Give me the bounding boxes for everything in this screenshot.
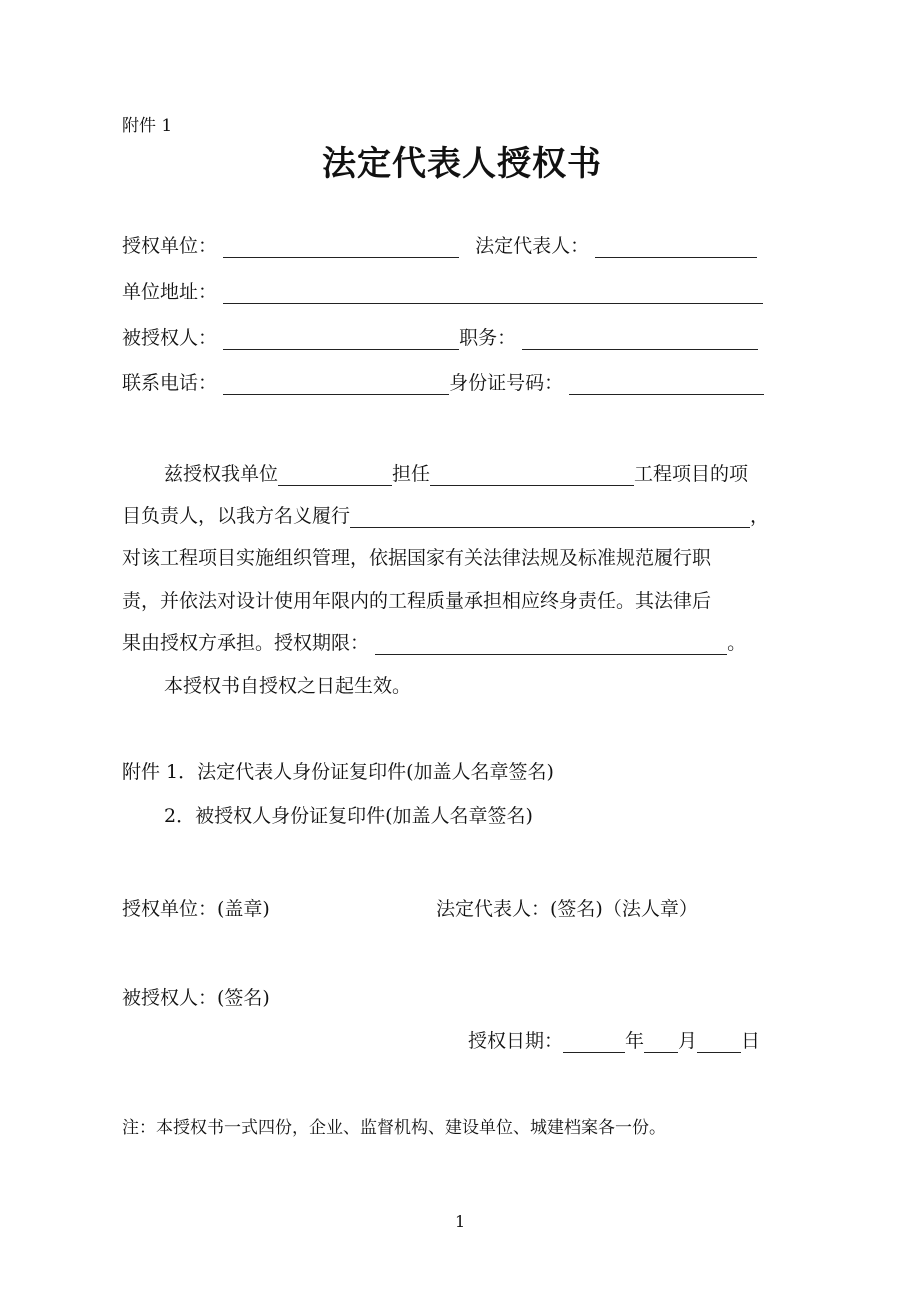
day-blank[interactable]	[697, 1034, 741, 1053]
authorized-person-blank[interactable]	[223, 331, 459, 350]
field-row-1	[122, 234, 757, 258]
authorized-signature-label: 被授权人：(签名)	[122, 987, 270, 1009]
phone-blank[interactable]	[223, 376, 449, 395]
unit-seal-label: 授权单位：(盖章)	[122, 898, 270, 920]
day-label: 日	[741, 1030, 761, 1052]
authorization-date	[468, 1029, 760, 1053]
text: 目负责人，以我方名义履行	[122, 505, 351, 527]
position-label: 职务：	[459, 327, 517, 349]
text: 担任	[392, 463, 431, 485]
authorization-period-blank[interactable]	[375, 636, 727, 655]
authorizing-unit-label: 授权单位：	[122, 235, 218, 257]
attachment-item-1: 附件 1．法定代表人身份证复印件(加盖人名章签名)	[122, 761, 554, 783]
legal-representative-blank[interactable]	[595, 239, 757, 258]
month-blank[interactable]	[644, 1034, 678, 1053]
month-label: 月	[678, 1030, 698, 1052]
authorizing-unit-blank[interactable]	[223, 239, 459, 258]
paragraph-line-1	[164, 462, 748, 486]
year-blank[interactable]	[563, 1034, 625, 1053]
paragraph-line-2	[122, 504, 769, 528]
text: 兹授权我单位	[164, 463, 279, 485]
position-blank[interactable]	[522, 331, 758, 350]
paragraph-line-4: 责，并依法对设计使用年限内的工程质量承担相应终身责任。其法律后	[122, 590, 712, 612]
duty-blank[interactable]	[350, 509, 750, 528]
id-number-blank[interactable]	[569, 376, 764, 395]
attachment-label: 附件 1	[122, 116, 173, 136]
text: 。	[727, 632, 747, 654]
paragraph-line-3: 对该工程项目实施组织管理，依据国家有关法律法规及标准规范履行职	[122, 547, 712, 569]
unit-address-blank[interactable]	[223, 285, 763, 304]
id-number-label: 身份证号码：	[449, 372, 564, 394]
text: ，	[750, 505, 770, 527]
field-row-4	[122, 371, 764, 395]
text: 果由授权方承担。授权期限：	[122, 632, 370, 654]
page-title: 法定代表人授权书	[322, 144, 602, 184]
project-name-blank[interactable]	[430, 467, 634, 486]
footnote: 注：本授权书一式四份，企业、监督机构、建设单位、城建档案各一份。	[122, 1118, 666, 1138]
page-number: 1	[455, 1212, 466, 1231]
effective-statement: 本授权书自授权之日起生效。	[164, 675, 412, 697]
authorized-person-label: 被授权人：	[122, 327, 218, 349]
phone-label: 联系电话：	[122, 372, 218, 394]
year-label: 年	[625, 1030, 645, 1052]
legal-representative-label: 法定代表人：	[475, 235, 590, 257]
text: 工程项目的项	[634, 463, 749, 485]
unit-address-label: 单位地址：	[122, 281, 218, 303]
paragraph-line-5	[122, 631, 746, 655]
date-label: 授权日期：	[468, 1030, 564, 1052]
field-row-3	[122, 326, 758, 350]
unit-name-blank[interactable]	[278, 467, 392, 486]
legal-rep-signature-label: 法定代表人：(签名)（法人章）	[436, 898, 698, 920]
field-row-2	[122, 280, 763, 304]
attachment-item-2: 2．被授权人身份证复印件(加盖人名章签名)	[164, 805, 533, 827]
